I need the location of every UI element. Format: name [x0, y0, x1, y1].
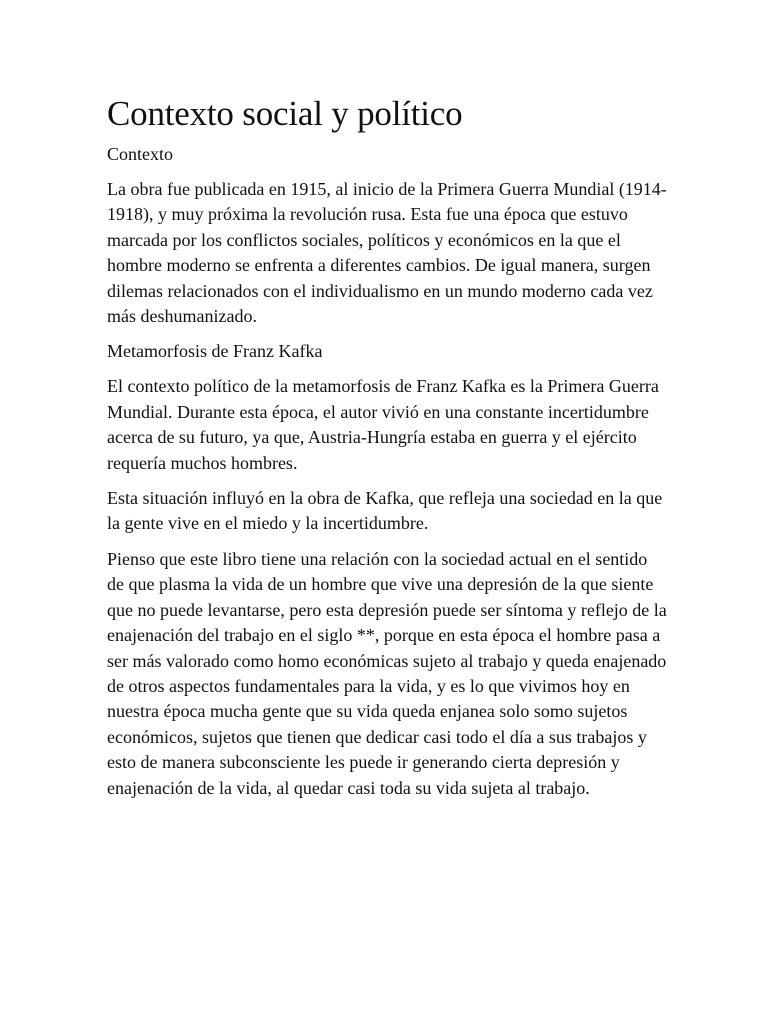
document-page	[107, 92, 667, 811]
section-heading-contexto: Contexto	[107, 144, 173, 164]
section-heading-metamorfosis: Metamorfosis de Franz Kafka	[107, 341, 323, 362]
paragraph-opinion: Pienso que este libro tiene una relación con la sociedad actual en el sentido de que plasma la vida de un hombre que vive una depresión de la que siente que no puede levantarse, pero esta depresión puede ser síntoma y reflejo de la enajenación del trabajo en el siglo **, porque en esta época el hombre pasa a ser más valorado como homo económicas sujeto al trabajo y queda enajenado de otros aspectos fundamentales para la vida, y es lo que vivimos hoy en nuestra época mucha gente que su vida queda enjanea solo somo sujetos económicos, sujetos que tienen que dedicar casi todo el día a sus trabajos y esto de manera subconsciente les puede ir generando cierta depresión y enajenación de la vida, al quedar casi toda su vida sujeta al trabajo.	[107, 548, 667, 798]
paragraph-contexto-politico: El contexto político de la metamorfosis de Franz Kafka es la Primera Guerra Mundial. Durante esta época, el autor vivió en una constante incertidumbre acerca de su futuro, ya que, Austria-Hungría estaba en guerra y el ejército requería muchos hombres.	[107, 376, 659, 473]
document-title: Contexto social y político	[107, 94, 463, 133]
paragraph-situacion: Esta situación influyó en la obra de Kafka, que refleja una sociedad en la que la gente vive en el miedo y la incertidumbre.	[107, 488, 663, 534]
paragraph-contexto: La obra fue publicada en 1915, al inicio de la Primera Guerra Mundial (1914-1918), y muy próxima la revolución rusa. Esta fue una época que estuvo marcada por los conflictos sociales, políticos y económicos en la que el hombre moderno se enfrenta a diferentes cambios. De igual manera, surgen dilemas relacionados con el individualismo en un mundo moderno cada vez más deshumanizado.	[107, 179, 667, 327]
